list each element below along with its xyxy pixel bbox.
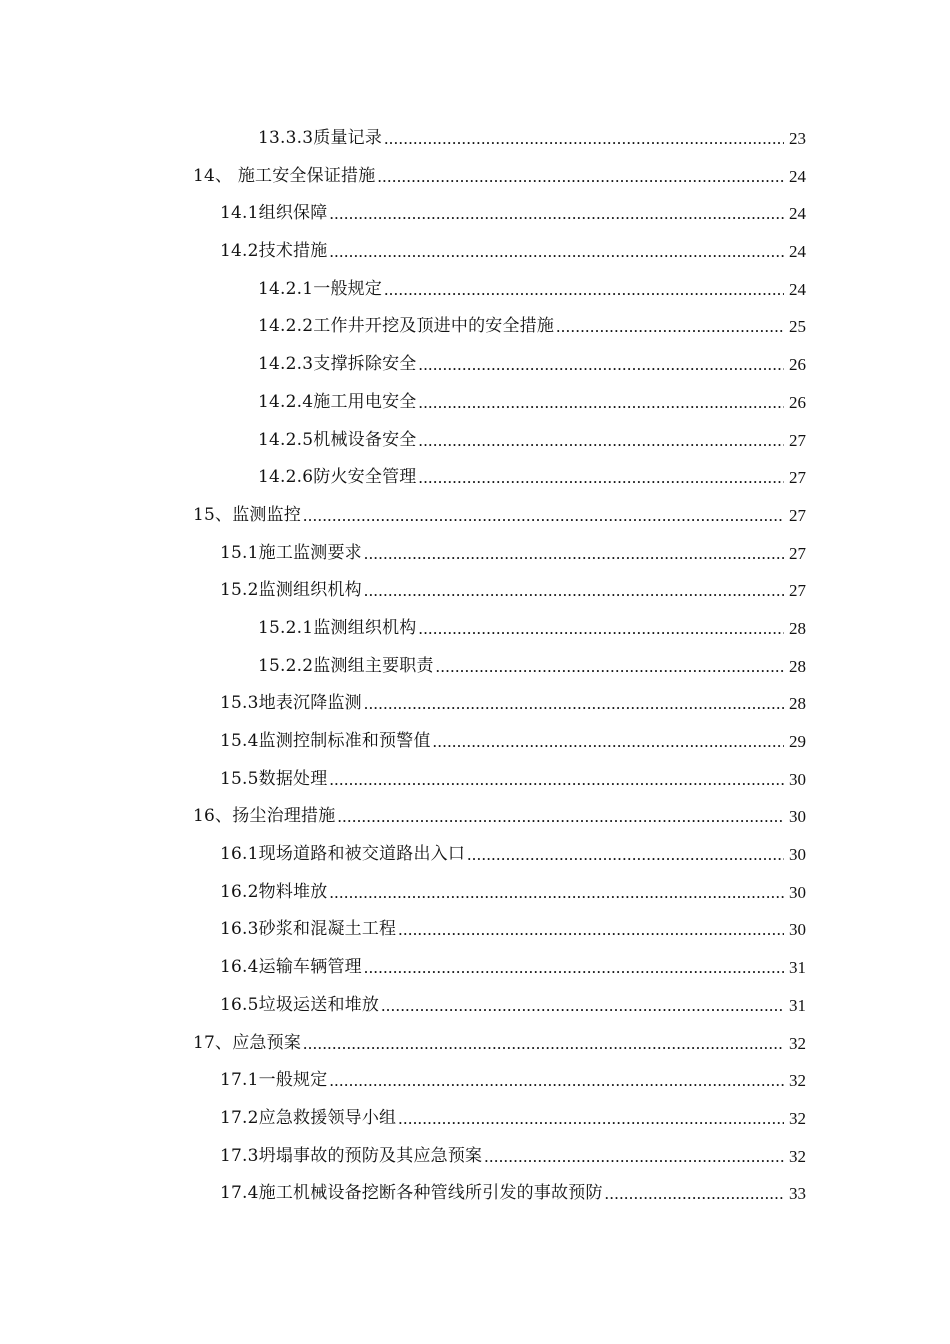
toc-dot-leader — [467, 836, 784, 874]
toc-entry[interactable] — [0, 535, 950, 573]
toc-entry[interactable] — [0, 233, 950, 271]
toc-dot-leader — [377, 158, 784, 196]
toc-entry-page: 32 — [789, 1033, 806, 1053]
toc-entry[interactable] — [0, 572, 950, 610]
toc-entry-title: 17.2应急救援领导小组 — [220, 1107, 397, 1128]
toc-entry-title: 14.1组织保障 — [220, 203, 328, 224]
toc-entry-title: 14、 施工安全保证措施 — [193, 165, 376, 186]
toc-entry-title: 15.3地表沉降监测 — [220, 693, 362, 714]
toc-entry[interactable] — [0, 685, 950, 723]
toc-entry[interactable] — [0, 459, 950, 497]
toc-entry[interactable] — [0, 1100, 950, 1138]
toc-entry-page: 24 — [789, 204, 806, 224]
toc-entry[interactable] — [0, 1175, 950, 1213]
toc-entry[interactable] — [0, 610, 950, 648]
toc-entry-page: 32 — [789, 1108, 806, 1128]
toc-entry-title: 16.5垃圾运送和堆放 — [220, 994, 380, 1015]
toc-entry[interactable] — [0, 422, 950, 460]
toc-dot-leader — [329, 761, 784, 799]
toc-dot-leader — [418, 459, 784, 497]
toc-entry-page: 30 — [789, 920, 806, 940]
toc-entry[interactable] — [0, 648, 950, 686]
toc-dot-leader — [418, 384, 784, 422]
toc-entry-title: 17.1一般规定 — [220, 1070, 328, 1091]
toc-entry-page: 28 — [789, 656, 806, 676]
toc-dot-leader — [337, 798, 784, 836]
toc-dot-leader — [398, 1100, 784, 1138]
toc-dot-leader — [329, 233, 784, 271]
toc-entry-page: 26 — [789, 355, 806, 375]
toc-entry-title: 15.2.2监测组主要职责 — [258, 655, 434, 676]
toc-entry[interactable] — [0, 195, 950, 233]
toc-dot-leader — [418, 422, 784, 460]
toc-entry[interactable] — [0, 911, 950, 949]
toc-entry-title: 16.4运输车辆管理 — [220, 957, 362, 978]
toc-entry[interactable] — [0, 384, 950, 422]
toc-dot-leader — [329, 874, 784, 912]
toc-entry-page: 30 — [789, 769, 806, 789]
toc-dot-leader — [303, 497, 784, 535]
toc-entry-title: 14.2.1一般规定 — [258, 278, 383, 299]
toc-entry-page: 24 — [789, 242, 806, 262]
toc-entry-title: 16.3砂浆和混凝土工程 — [220, 919, 397, 940]
toc-dot-leader — [364, 572, 784, 610]
toc-entry-page: 30 — [789, 882, 806, 902]
toc-entry-page: 28 — [789, 694, 806, 714]
toc-entry-page: 25 — [789, 317, 806, 337]
toc-entry-page: 27 — [789, 505, 806, 525]
toc-entry-page: 31 — [789, 995, 806, 1015]
toc-entry-page: 31 — [789, 958, 806, 978]
toc-dot-leader — [364, 685, 784, 723]
toc-entry[interactable] — [0, 308, 950, 346]
toc-entry-title: 14.2.3支撑拆除安全 — [258, 354, 417, 375]
toc-entry-title: 15、监测监控 — [193, 504, 302, 525]
toc-entry-title: 15.4监测控制标准和预警值 — [220, 731, 431, 751]
toc-dot-leader — [433, 723, 784, 761]
toc-entry[interactable] — [0, 158, 950, 196]
toc-entry[interactable] — [0, 120, 950, 158]
toc-entry-page: 29 — [789, 732, 806, 751]
toc-entry[interactable] — [0, 874, 950, 912]
toc-entry[interactable] — [0, 761, 950, 799]
toc-entry-title: 14.2.4施工用电安全 — [258, 391, 417, 412]
toc-entry-page: 24 — [789, 166, 806, 186]
toc-entry-page: 27 — [789, 430, 806, 450]
toc-dot-leader — [329, 195, 784, 233]
toc-dot-leader — [398, 911, 784, 949]
toc-entry-page: 26 — [789, 392, 806, 412]
toc-entry-page: 28 — [789, 618, 806, 638]
toc-entry-title: 16、扬尘治理措施 — [193, 806, 336, 827]
toc-entry[interactable] — [0, 987, 950, 1025]
toc-entry[interactable] — [0, 1062, 950, 1100]
toc-entry-title: 15.2监测组织机构 — [220, 580, 362, 601]
toc-dot-leader — [418, 346, 784, 384]
table-of-contents — [0, 120, 950, 1213]
toc-entry-page: 30 — [789, 807, 806, 827]
toc-entry-title: 17.4施工机械设备挖断各种管线所引发的事故预防 — [220, 1183, 603, 1204]
toc-entry-title: 14.2.2工作井开挖及顶进中的安全措施 — [258, 316, 555, 337]
toc-dot-leader — [484, 1138, 784, 1176]
toc-dot-leader — [303, 1025, 784, 1063]
toc-dot-leader — [364, 535, 784, 573]
toc-entry-title: 17、应急预案 — [193, 1032, 302, 1053]
toc-entry-title: 15.5数据处理 — [220, 768, 328, 789]
toc-entry-title: 16.1现场道路和被交道路出入口 — [220, 844, 466, 865]
toc-dot-leader — [384, 120, 784, 158]
toc-dot-leader — [436, 648, 784, 686]
toc-entry-title: 13.3.3质量记录 — [258, 128, 383, 148]
toc-dot-leader — [605, 1175, 784, 1213]
toc-entry[interactable] — [0, 497, 950, 535]
toc-entry[interactable] — [0, 798, 950, 836]
toc-entry-title: 15.1施工监测要求 — [220, 542, 362, 563]
toc-entry[interactable] — [0, 271, 950, 309]
toc-entry-title: 14.2.5机械设备安全 — [258, 429, 417, 450]
toc-entry-page: 32 — [789, 1146, 806, 1166]
toc-entry-title: 14.2技术措施 — [220, 241, 328, 262]
toc-dot-leader — [364, 949, 784, 987]
toc-dot-leader — [329, 1062, 784, 1100]
toc-entry-page: 23 — [789, 129, 806, 148]
toc-entry-page: 27 — [789, 543, 806, 563]
toc-entry-page: 27 — [789, 468, 806, 488]
toc-entry[interactable] — [0, 836, 950, 874]
toc-entry[interactable] — [0, 1138, 950, 1176]
toc-entry[interactable] — [0, 346, 950, 384]
toc-entry[interactable] — [0, 949, 950, 987]
toc-entry-page: 32 — [789, 1071, 806, 1091]
toc-entry-page: 33 — [789, 1184, 806, 1204]
toc-entry[interactable] — [0, 723, 950, 761]
toc-entry-page: 27 — [789, 581, 806, 601]
toc-entry[interactable] — [0, 1025, 950, 1063]
toc-dot-leader — [556, 308, 784, 346]
toc-entry-title: 16.2物料堆放 — [220, 881, 328, 902]
toc-dot-leader — [381, 987, 784, 1025]
toc-entry-page: 24 — [789, 279, 806, 299]
toc-entry-page: 30 — [789, 845, 806, 865]
toc-entry-title: 14.2.6防火安全管理 — [258, 467, 417, 488]
toc-dot-leader — [418, 610, 784, 648]
toc-entry-title: 17.3坍塌事故的预防及其应急预案 — [220, 1145, 483, 1166]
toc-entry-title: 15.2.1监测组织机构 — [258, 617, 417, 638]
toc-dot-leader — [384, 271, 784, 309]
